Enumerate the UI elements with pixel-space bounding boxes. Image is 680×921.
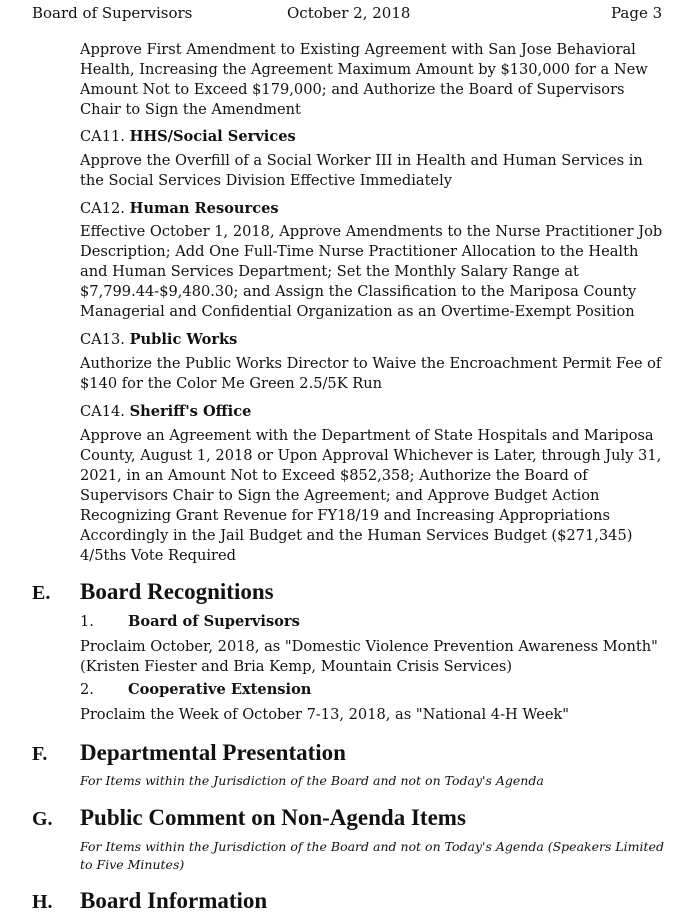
consent-item-department: Public Works bbox=[129, 331, 238, 348]
continued-item-text: Approve First Amendment to Existing Agreement with San Jose Behavioral Health, Increasing the Agreement Maximum Amount by $130,000 for a New Amount Not to Exceed $179,000; and Authorize the Board of Supervisors Chair to Sign the Amendment bbox=[80, 41, 648, 118]
subitem-number: 1. bbox=[80, 613, 94, 630]
consent-item-department: Human Resources bbox=[129, 200, 279, 217]
section-e-title: Board Recognitions bbox=[80, 579, 274, 604]
section-f-note: For Items within the Jurisdiction of the Board and not on Today's Agenda bbox=[80, 773, 544, 788]
consent-item-department: HHS/Social Services bbox=[129, 128, 296, 145]
section-h-letter: H. bbox=[32, 891, 53, 913]
subitem-text: Proclaim October, 2018, as "Domestic Violence Prevention Awareness Month" (Kristen Fiester and Bria Kemp, Mountain Crisis Services) bbox=[80, 638, 658, 675]
section-g-title: Public Comment on Non-Agenda Items bbox=[80, 805, 466, 830]
consent-item-ca13-heading bbox=[80, 330, 237, 350]
consent-item-ca14-heading bbox=[80, 402, 251, 422]
consent-item-ca11-heading bbox=[80, 127, 296, 147]
header-page-number: Page 3 bbox=[611, 4, 663, 22]
subitem-label: Cooperative Extension bbox=[128, 681, 312, 698]
consent-item-department: Sheriff's Office bbox=[129, 403, 252, 420]
section-e-letter: E. bbox=[32, 582, 51, 604]
consent-item-code: CA14. bbox=[80, 403, 125, 420]
consent-item-code: CA12. bbox=[80, 200, 125, 217]
section-g-letter: G. bbox=[32, 808, 53, 830]
section-h-title: Board Information bbox=[80, 888, 268, 913]
consent-item-ca14-text: Approve an Agreement with the Department of State Hospitals and Mariposa County, August 1, 2018 or Upon Approval Whichever is Later, through July 31, 2021, in an Amount Not to Exceed $852,358; Authorize the Board of Supervisors Chair to Sign the Agreement; and Approve Budget Action Recognizing Grant Revenue for FY18/19 and Increasing Appropriations Accordingly in the Jail Budget and the Human Services Budget ($271,345) 4/5ths Vote Required bbox=[80, 427, 662, 564]
header-date: October 2, 2018 bbox=[287, 4, 411, 22]
consent-item-ca12-text: Effective October 1, 2018, Approve Amendments to the Nurse Practitioner Job Description; Add One Full-Time Nurse Practitioner Allocation to the Health and Human Services Department; Set the Monthly Salary Range at $7,799.44-$9,480.30; and Assign the Classification to the Mariposa County Managerial and Confidential Organization as an Overtime-Exempt Position bbox=[80, 223, 663, 320]
subitem-number: 2. bbox=[80, 681, 94, 698]
consent-item-code: CA11. bbox=[80, 128, 125, 145]
header-board-name: Board of Supervisors bbox=[32, 4, 193, 22]
section-f-title: Departmental Presentation bbox=[80, 740, 346, 765]
section-g-note: For Items within the Jurisdiction of the Board and not on Today's Agenda (Speakers Limited to Five Minutes) bbox=[80, 839, 664, 872]
consent-item-ca11-text: Approve the Overfill of a Social Worker III in Health and Human Services in the Social Services Division Effective Immediately bbox=[80, 152, 643, 189]
section-f-letter: F. bbox=[32, 743, 48, 765]
consent-item-ca12-heading bbox=[80, 199, 279, 219]
consent-item-ca13-text: Authorize the Public Works Director to Waive the Encroachment Permit Fee of $140 for the Color Me Green 2.5/5K Run bbox=[80, 355, 662, 392]
subitem-label: Board of Supervisors bbox=[128, 613, 300, 630]
consent-item-code: CA13. bbox=[80, 331, 125, 348]
subitem-text: Proclaim the Week of October 7-13, 2018, as "National 4-H Week" bbox=[80, 706, 570, 723]
